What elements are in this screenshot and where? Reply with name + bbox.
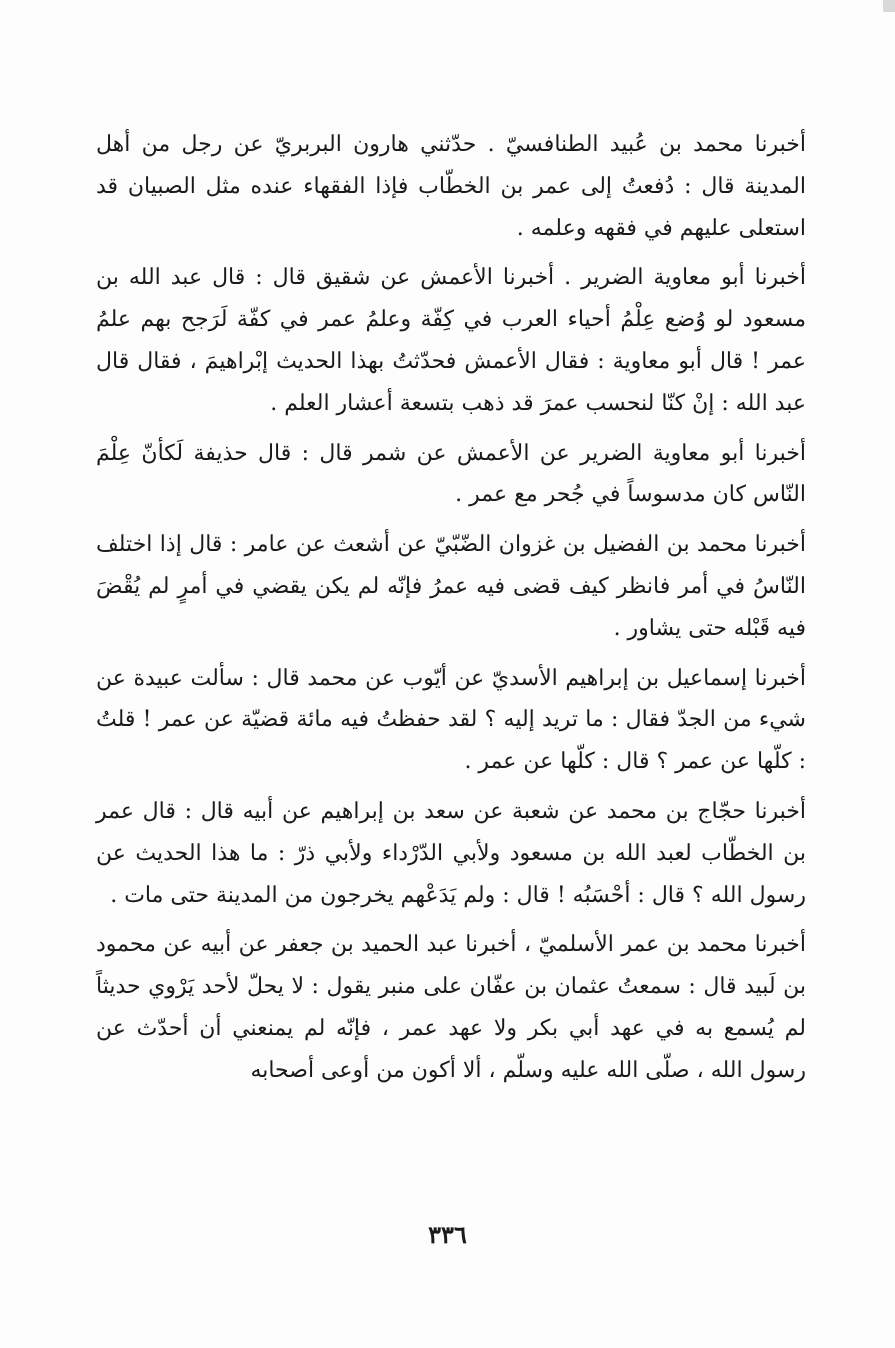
paragraph: أخبرنا حجّاج بن محمد عن شعبة عن سعد بن إبراهيم عن أبيه قال : قال عمر بن الخطّاب لعبد الله بن مسعود ولأبي الدّرْداء ولأبي ذرّ : ما هذا الحديث عن رسول الله ؟ قال : أحْسَبُه ! قال : ولم يَدَعْهم يخرجون من المدينة حتى مات .	[96, 798, 807, 908]
body-text	[96, 124, 806, 1100]
paragraph: أخبرنا إسماعيل بن إبراهيم الأسديّ عن أيّوب عن محمد قال : سألت عبيدة عن شيء من الجدّ فقال : ما تريد إليه ؟ لقد حفظتُ فيه مائة قضيّة عن عمر ! قلتُ : كلّها عن عمر ؟ قال : كلّها عن عمر .	[96, 665, 806, 775]
paragraph: أخبرنا محمد بن عُبيد الطنافسيّ . حدّثني هارون البربريّ عن رجل من أهل المدينة قال : دُفعتُ إلى عمر بن الخطّاب فإذا الفقهاء عنده مثل الصبيان قد استعلى عليهم في فقهه وعلمه .	[96, 132, 806, 241]
scan-corner-mark	[883, 0, 895, 12]
paragraph: أخبرنا محمد بن الفضيل بن غزوان الضّبّيّ عن أشعث عن عامر : قال إذا اختلف النّاسُ في أمر فانظر كيف قضى فيه عمرُ فإنّه لم يكن يقضي في أمرٍ لم يُقْضَ فيه قَبْله حتى يشاور .	[96, 532, 806, 641]
page-number: ٣٣٦	[428, 1220, 467, 1249]
paragraph: أخبرنا محمد بن عمر الأسلميّ ، أخبرنا عبد الحميد بن جعفر عن أبيه عن محمود بن لَبيد قال : سمعتُ عثمان بن عفّان على منبر يقول : لا يحلّ لأحد يَرْوي حديثاً لم يُسمع به في عهد أبي بكر ولا عهد عمر ، فإنّه لم يمنعني أن أحدّث عن رسول الله ، صلّى الله عليه وسلّم ، ألا أكون من أوعى أصحابه	[96, 932, 806, 1083]
paragraph: أخبرنا أبو معاوية الضرير . أخبرنا الأعمش عن شقيق قال : قال عبد الله بن مسعود لو وُضع عِلْمُ أحياء العرب في كِفّة وعلمُ عمر في كفّة لَرَجح بهم علمُ عمر ! قال أبو معاوية : فقال الأعمش فحدّثتُ بهذا الحديث إبْراهيمَ ، فقال قال عبد الله : إنْ كنّا لنحسب عمرَ قد ذهب بتسعة أعشار العلم .	[96, 265, 806, 416]
paragraph: أخبرنا أبو معاوية الضرير عن الأعمش عن شمر قال : قال حذيفة لَكأنّ عِلْمَ النّاس كان مدسوساً في جُحر مع عمر .	[96, 440, 806, 508]
